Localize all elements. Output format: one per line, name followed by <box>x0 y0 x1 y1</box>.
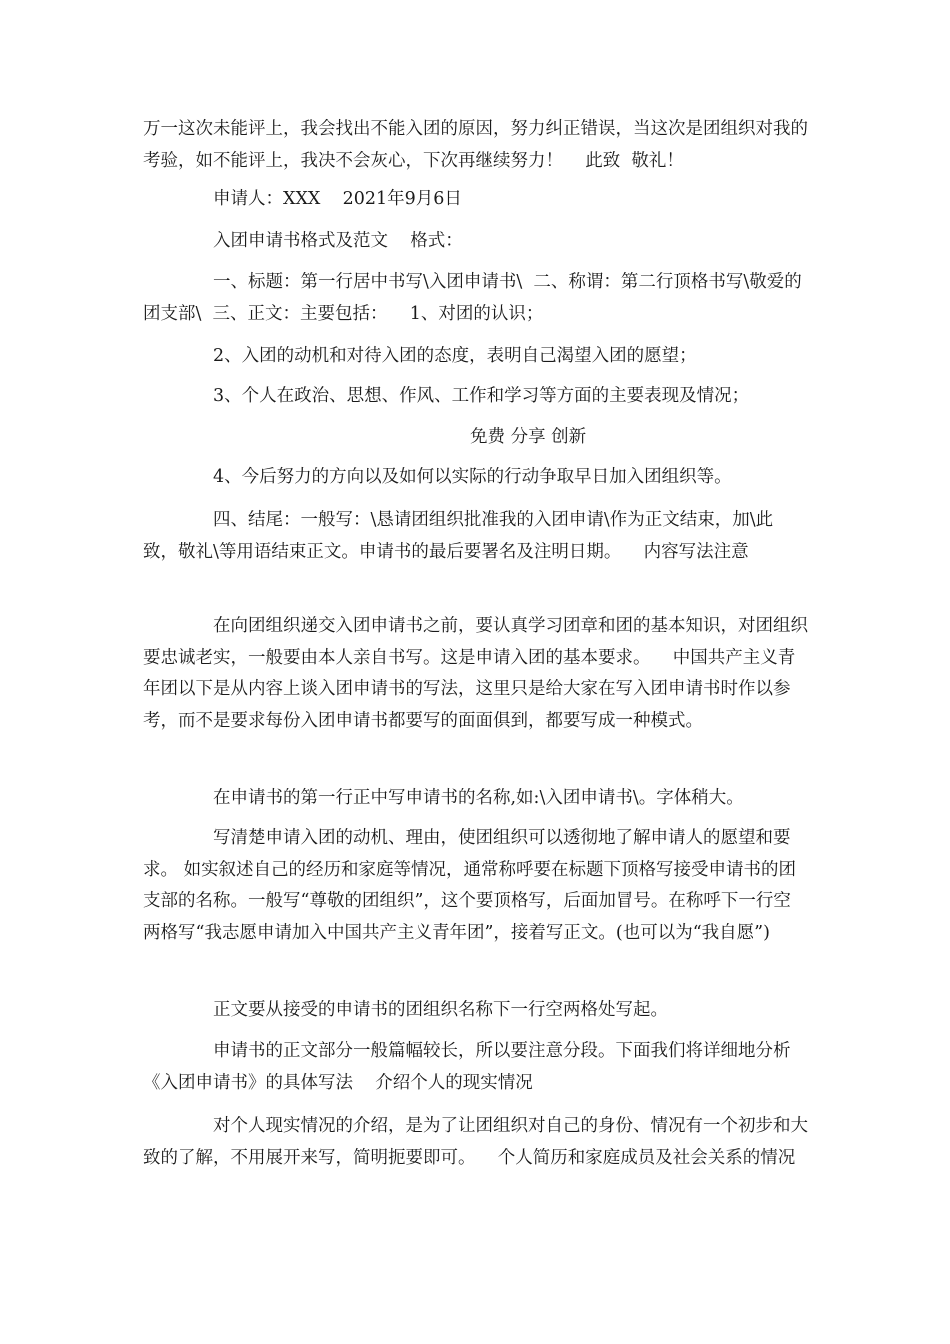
paragraph-format-ending: 四、结尾：一般写：\恳请团组织批准我的入团申请\作为正文结束，加\此致，敬礼\等用语结束正文。申请书的最后要署名及注明日期。 内容写法注意 <box>143 510 774 562</box>
paragraph-body-start: 正文要从接受的申请书的团组织名称下一行空两格处写起。 <box>213 1000 668 1020</box>
paragraph-motivation: 写清楚申请入团的动机、理由，使团组织可以透彻地了解申请人的愿望和要求。 如实叙述自己的经历和家庭等情况，通常称呼要在标题下顶格写接受申请书的团支部的名称。一般写“尊敬的团组织”，这个要顶格写，后面加冒号。在称呼下一行空两格写“我志愿申请加入中国共产主义青年团”，接着写正文。(也可以为“我自愿”) <box>143 828 797 943</box>
paragraph-format-item-2: 2、入团的动机和对待入团的态度，表明自己渴望入团的愿望； <box>213 346 697 366</box>
watermark-text: 免费 分享 创新 <box>470 427 587 447</box>
paragraph-title-line: 在申请书的第一行正中写申请书的名称,如:\入团申请书\。字体稍大。 <box>213 788 744 808</box>
paragraph-closing-remarks: 万一这次未能评上，我会找出不能入团的原因，努力纠正错误，当这次是团组织对我的考验，如不能评上，我决不会灰心，下次再继续努力！ 此致 敬礼！ <box>143 119 808 171</box>
paragraph-applicant-signature: 申请人：XXX 2021年9月6日 <box>213 189 462 209</box>
paragraph-body-sections: 申请书的正文部分一般篇幅较长，所以要注意分段。下面我们将详细地分析《入团申请书》的具体写法 介绍个人的现实情况 <box>143 1041 791 1093</box>
paragraph-format-item-4: 4、今后努力的方向以及如何以实际的行动争取早日加入团组织等。 <box>213 467 732 487</box>
paragraph-preparation: 在向团组织递交入团申请书之前，要认真学习团章和团的基本知识，对团组织要忠诚老实，一般要由本人亲自书写。这是申请入团的基本要求。 中国共产主义青年团以下是从内容上谈入团申请书的写法，这里只是给大家在写入团申请书时作以参考，而不是要求每份入团申请书都要写的面面俱到，都要写成一种模式。 <box>143 616 808 731</box>
paragraph-personal-situation: 对个人现实情况的介绍，是为了让团组织对自己的身份、情况有一个初步和大致的了解，不用展开来写，简明扼要即可。 个人简历和家庭成员及社会关系的情况 <box>143 1116 808 1168</box>
paragraph-format-heading: 入团申请书格式及范文 格式： <box>213 231 463 251</box>
paragraph-format-item-3: 3、个人在政治、思想、作风、工作和学习等方面的主要表现及情况； <box>213 386 750 406</box>
paragraph-format-title-salutation: 一、标题：第一行居中书写\入团申请书\ 二、称谓：第二行顶格书写\敬爱的团支部\ 三、正文：主要包括： 1、对团的认识； <box>143 272 802 324</box>
